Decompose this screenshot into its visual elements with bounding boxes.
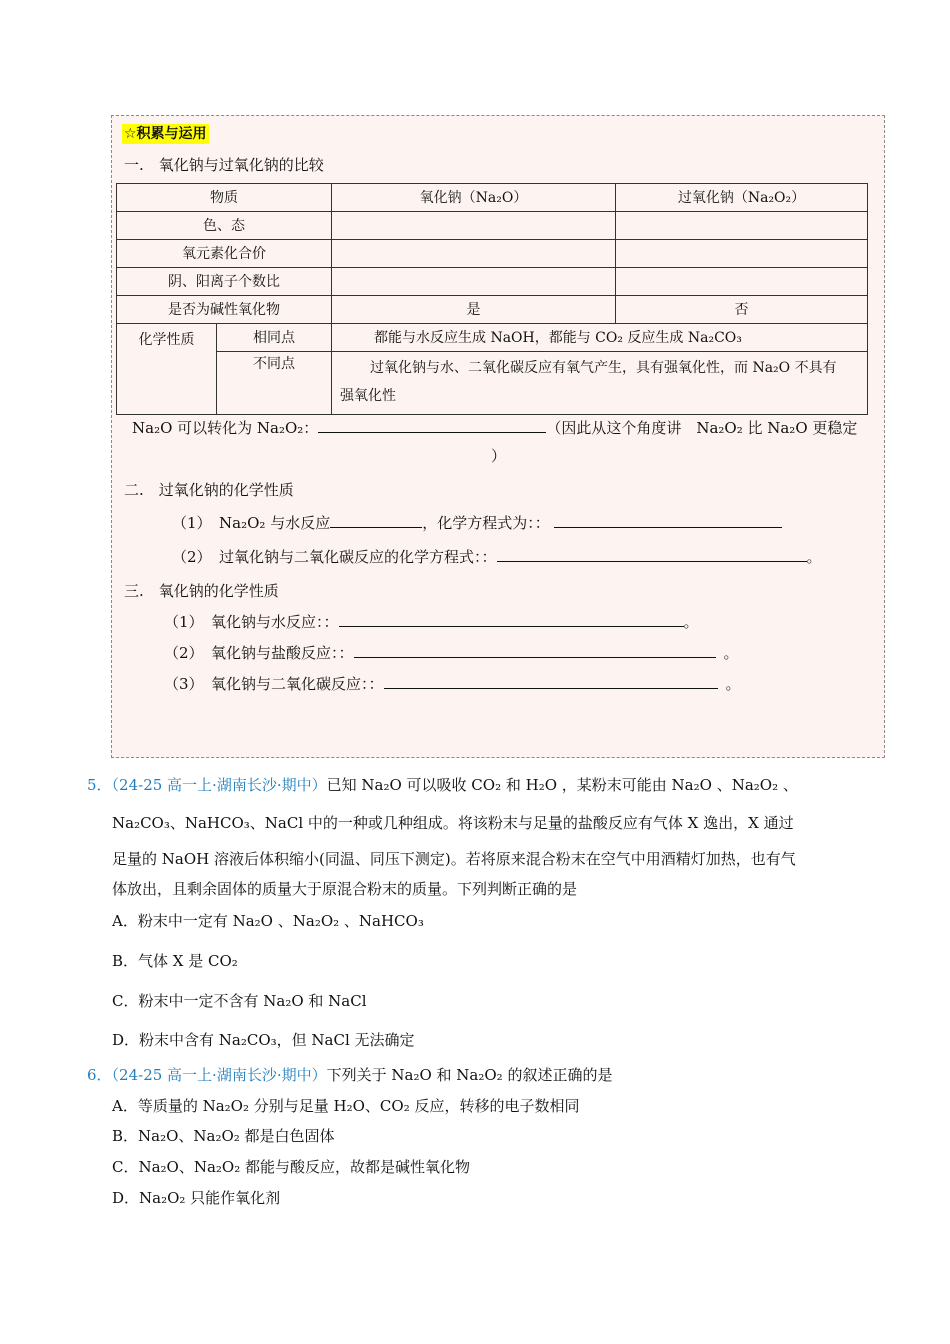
q6-number: 6． bbox=[87, 1066, 112, 1084]
s2-item2-label: （2） 过氧化钠与二氧化碳反应的化学方程式：： bbox=[172, 548, 497, 566]
s3-item2-end: 。 bbox=[723, 644, 739, 662]
s3-item3-blank[interactable] bbox=[384, 674, 718, 689]
s3-item3-label: （3） 氧化钠与二氧化碳反应：： bbox=[164, 675, 384, 693]
section-1-heading: 一. 氧化钠与过氧化钠的比较 bbox=[124, 156, 324, 174]
answer-cell[interactable] bbox=[332, 240, 616, 268]
table-cell: 是否为碱性氧化物 bbox=[117, 296, 332, 324]
same-label: 相同点 bbox=[217, 324, 332, 352]
diff-label: 不同点 bbox=[217, 352, 332, 415]
convert-line bbox=[132, 418, 857, 438]
q5-line1 bbox=[87, 774, 798, 796]
table-row bbox=[117, 212, 868, 240]
q5-option-a[interactable]: A．粉末中一定有 Na₂O 、Na₂O₂ 、NaHCO₃ bbox=[112, 912, 424, 930]
q5-line4: 体放出，且剩余固体的质量大于原混合粉末的质量。下列判断正确的是 bbox=[112, 880, 578, 898]
chem-property-label: 化学性质 bbox=[117, 324, 217, 415]
q5-source: （24-25 高一上·湖南长沙·期中） bbox=[111, 776, 327, 794]
q5-option-c[interactable]: C．粉末中一定不含有 Na₂O 和 NaCl bbox=[112, 992, 367, 1010]
answer-cell[interactable] bbox=[616, 268, 868, 296]
s3-item2 bbox=[164, 643, 739, 663]
q6-option-c[interactable]: C．Na₂O、Na₂O₂ 都能与酸反应，故都是碱性氧化物 bbox=[112, 1158, 471, 1176]
table-cell: 氧元素化合价 bbox=[117, 240, 332, 268]
s3-item1 bbox=[164, 612, 699, 632]
q6-stem-line bbox=[87, 1064, 612, 1086]
q6-option-d[interactable]: D．Na₂O₂ 只能作氧化剂 bbox=[112, 1189, 281, 1207]
table-header-row bbox=[117, 184, 868, 212]
table-cell: 物质 bbox=[117, 184, 332, 212]
table-row bbox=[117, 296, 868, 324]
table-cell: 色、态 bbox=[117, 212, 332, 240]
answer-cell[interactable] bbox=[332, 268, 616, 296]
s3-item2-label: （2） 氧化钠与盐酸反应：： bbox=[164, 644, 354, 662]
table-cell: 阴、阳离子个数比 bbox=[117, 268, 332, 296]
s3-item3 bbox=[164, 674, 741, 694]
q5-line1-text: 已知 Na₂O 可以吸收 CO₂ 和 H₂O ，某粉末可能由 Na₂O 、Na₂O₂ 、 bbox=[326, 776, 798, 794]
answer-cell[interactable] bbox=[616, 240, 868, 268]
s3-item2-blank[interactable] bbox=[354, 643, 716, 658]
q5-number: 5． bbox=[87, 776, 112, 794]
q5-line2: Na₂CO₃、NaHCO₃、NaCl 中的一种或几种组成。将该粉末与足量的盐酸反应有气体 X 逸出，X 通过 bbox=[112, 814, 794, 832]
box-title: ☆积累与运用 bbox=[124, 126, 207, 142]
s2-item1 bbox=[172, 513, 782, 533]
s2-item2 bbox=[172, 547, 822, 567]
s2-item2-end: 。 bbox=[806, 548, 822, 566]
s2-item1-blank-a[interactable] bbox=[330, 513, 422, 528]
q5-option-b[interactable]: B．气体 X 是 CO₂ bbox=[112, 952, 238, 970]
s3-item1-label: （1） 氧化钠与水反应：： bbox=[164, 613, 339, 631]
s2-item1-label: （1） Na₂O₂ 与水反应 bbox=[172, 514, 331, 532]
s2-item1-text: ，化学方程式为：： bbox=[422, 514, 550, 532]
accumulation-box bbox=[111, 115, 885, 758]
section-2-heading: 二. 过氧化钠的化学性质 bbox=[124, 481, 294, 499]
convert-prefix: Na₂O 可以转化为 Na₂O₂： bbox=[132, 419, 319, 437]
convert-close: ） bbox=[491, 447, 507, 465]
table-row bbox=[117, 324, 868, 352]
table-cell: 过氧化钠（Na₂O₂） bbox=[616, 184, 868, 212]
table-cell: 是 bbox=[332, 296, 616, 324]
q6-stem: 下列关于 Na₂O 和 Na₂O₂ 的叙述正确的是 bbox=[326, 1066, 613, 1084]
table-row bbox=[117, 352, 868, 415]
s2-item2-blank[interactable] bbox=[497, 547, 807, 562]
q6-source: （24-25 高一上·湖南长沙·期中） bbox=[111, 1066, 327, 1084]
q5-option-d[interactable]: D．粉末中含有 Na₂CO₃，但 NaCl 无法确定 bbox=[112, 1031, 415, 1049]
s3-item1-end: 。 bbox=[683, 613, 699, 631]
s2-item1-blank-b[interactable] bbox=[554, 513, 782, 528]
convert-blank[interactable] bbox=[318, 418, 546, 433]
q5-line3: 足量的 NaOH 溶液后体积缩小(同温、同压下测定)。若将原来混合粉末在空气中用酒精灯加热，也有气 bbox=[112, 850, 796, 868]
table-row bbox=[117, 268, 868, 296]
table-row bbox=[117, 240, 868, 268]
answer-cell[interactable] bbox=[332, 212, 616, 240]
s3-item1-blank[interactable] bbox=[339, 612, 684, 627]
section-3-heading: 三. 氧化钠的化学性质 bbox=[124, 582, 279, 600]
table-cell: 否 bbox=[616, 296, 868, 324]
q6-option-a[interactable]: A．等质量的 Na₂O₂ 分别与足量 H₂O、CO₂ 反应，转移的电子数相同 bbox=[112, 1097, 580, 1115]
table-cell: 氧化钠（Na₂O） bbox=[332, 184, 616, 212]
answer-cell[interactable] bbox=[616, 212, 868, 240]
diff-text: 过氧化钠与水、二氧化碳反应有氧气产生，具有强氧化性，而 Na₂O 不具有强氧化性 bbox=[332, 352, 868, 415]
comparison-table bbox=[116, 183, 868, 415]
q6-option-b[interactable]: B．Na₂O、Na₂O₂ 都是白色固体 bbox=[112, 1127, 335, 1145]
s3-item3-end: 。 bbox=[725, 675, 741, 693]
same-text: 都能与水反应生成 NaOH，都能与 CO₂ 反应生成 Na₂CO₃ bbox=[332, 324, 868, 352]
convert-suffix: （因此从这个角度讲 Na₂O₂ 比 Na₂O 更稳定 bbox=[546, 419, 858, 437]
